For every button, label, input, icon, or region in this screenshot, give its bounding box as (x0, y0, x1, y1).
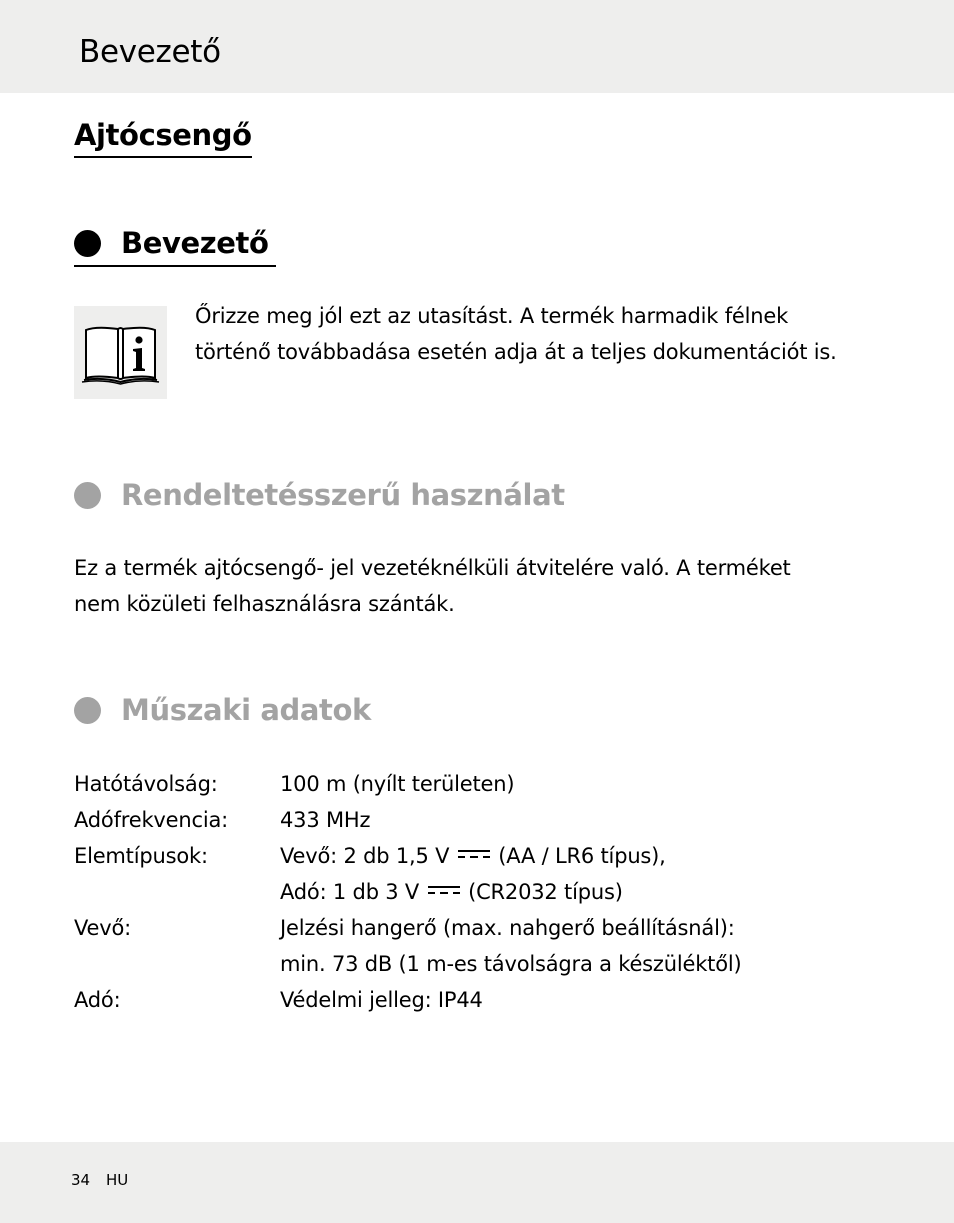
intro-paragraph (195, 298, 915, 370)
page-number: 34 (71, 1171, 91, 1189)
section-intro-heading (74, 224, 268, 262)
section-technical-data-title: Műszaki adatok (121, 693, 371, 727)
dc-current-icon (426, 884, 462, 896)
section-intended-use-title: Rendeltetésszerű használat (121, 478, 565, 512)
info-book-icon (74, 306, 167, 399)
bullet-icon (74, 230, 101, 257)
spec-value-range: 100 m (nyílt területen) (280, 772, 515, 796)
transmitter-battery-prefix: Adó: 1 db 3 V (280, 880, 420, 904)
document-title: Ajtócsengő (74, 116, 252, 158)
section-intended-use-heading (74, 476, 565, 514)
spec-value-receiver-battery (280, 838, 666, 874)
spec-label-transmitter: Adó: (74, 988, 121, 1012)
receiver-battery-suffix: (AA / LR6 típus), (498, 844, 666, 868)
section-technical-data-heading (74, 691, 371, 729)
intended-use-paragraph (74, 550, 874, 622)
footer-band (0, 1142, 954, 1223)
spec-label-battery-types: Elemtípusok: (74, 844, 208, 868)
spec-label-receiver: Vevő: (74, 916, 132, 940)
intro-text-line-2: történő továbbadása esetén adja át a teljes dokumentációt is. (195, 340, 837, 364)
spec-value-frequency: 433 MHz (280, 808, 371, 832)
intended-use-text-line-2: nem közületi felhasználásra szánták. (74, 592, 455, 616)
transmitter-battery-suffix: (CR2032 típus) (468, 880, 623, 904)
receiver-battery-prefix: Vevő: 2 db 1,5 V (280, 844, 450, 868)
intended-use-text-line-1: Ez a termék ajtócsengő- jel vezetéknélküli átvitelére való. A terméket (74, 556, 791, 580)
spec-label-frequency: Adófrekvencia: (74, 808, 229, 832)
dc-current-icon (456, 848, 492, 860)
page-language: HU (106, 1171, 129, 1189)
spec-value-transmitter-battery (280, 874, 623, 910)
section-intro-title: Bevezető (121, 226, 269, 260)
spec-value-receiver-volume-min: min. 73 dB (1 m-es távolságra a készüléktől) (280, 952, 742, 976)
spec-value-receiver-volume: Jelzési hangerő (max. nahgerő beállításnál): (280, 916, 735, 940)
spec-value-transmitter-protection: Védelmi jelleg: IP44 (280, 988, 483, 1012)
header-title: Bevezető (79, 34, 221, 70)
bullet-icon (74, 697, 101, 724)
bullet-icon (74, 482, 101, 509)
intro-text-line-1: Őrizze meg jól ezt az utasítást. A termék harmadik félnek (195, 304, 789, 328)
spec-label-range: Hatótávolság: (74, 772, 218, 796)
section-intro-underline (74, 265, 276, 267)
